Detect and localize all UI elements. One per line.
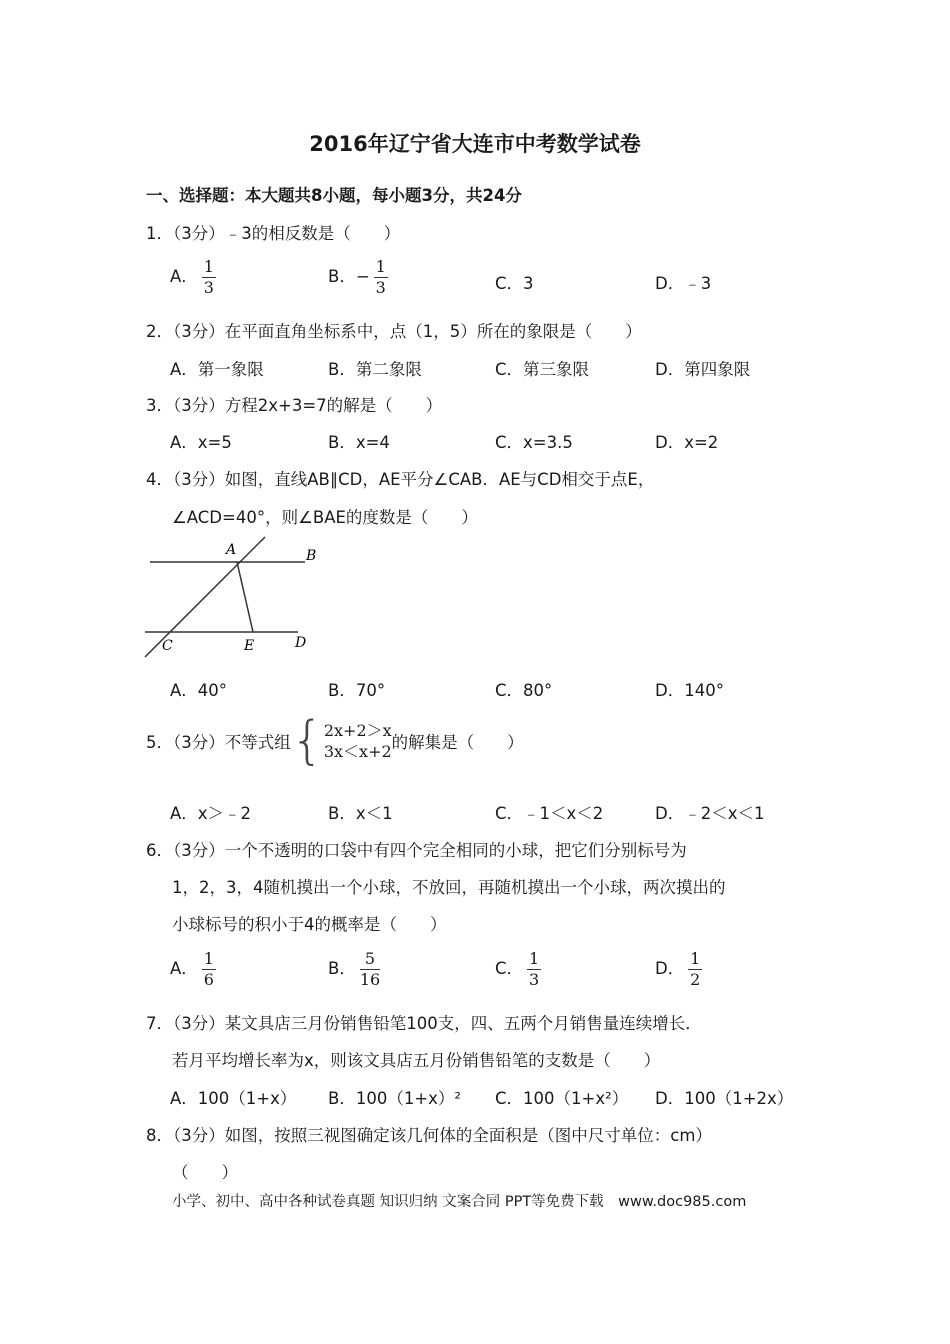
label-e: E — [244, 638, 255, 654]
q1-option-b-label: B． — [328, 267, 356, 286]
q5-stem-post: 的解集是（ ） — [391, 733, 524, 752]
numerator: 1 — [690, 949, 701, 968]
denominator: 2 — [690, 970, 701, 989]
question-7-stem-line2: 若月平均增长率为x，则该文具店五月份销售铅笔的支数是（ ） — [172, 1051, 661, 1070]
q2-option-a: A．第一象限 — [170, 360, 264, 379]
q4-option-a: A．40° — [170, 681, 228, 700]
question-6-stem-line3: 小球标号的积小于4的概率是（ ） — [172, 915, 447, 934]
q4-figure — [140, 532, 340, 662]
q4-option-b: B．70° — [328, 681, 386, 700]
question-7-stem-line1: 7．（3分）某文具店三月份销售铅笔100支，四、五两个月销售量连续增长． — [146, 1014, 702, 1033]
question-2-stem: 2．（3分）在平面直角坐标系中，点（1，5）所在的象限是（ ） — [146, 322, 642, 341]
q3-option-a: A．x=5 — [170, 433, 232, 452]
question-8-stem-line1: 8．（3分）如图，按照三视图确定该几何体的全面积是（图中尺寸单位：cm） — [146, 1126, 712, 1145]
question-4-stem-line1: 4．（3分）如图，直线AB∥CD，AE平分∠CAB．AE与CD相交于点E， — [146, 470, 655, 489]
q6-option-b-fraction — [360, 950, 380, 989]
q6-option-c — [495, 950, 541, 989]
q3-option-d: D．x=2 — [655, 433, 719, 452]
q3-option-c: C．x=3.5 — [495, 433, 573, 452]
q6-option-c-fraction — [527, 950, 541, 989]
question-3-stem: 3．（3分）方程2x+3=7的解是（ ） — [146, 396, 443, 415]
q4-option-c: C．80° — [495, 681, 553, 700]
q6-option-b-label: B． — [328, 959, 356, 978]
inequality-1: 2x+2＞x — [323, 721, 392, 740]
denominator: 3 — [375, 278, 386, 297]
label-d: D — [295, 635, 307, 651]
q3-option-b: B．x=4 — [328, 433, 390, 452]
left-brace-icon: { — [290, 711, 324, 771]
q5-option-b: B．x＜1 — [328, 804, 393, 823]
q7-option-c: C．100（1+x²） — [495, 1089, 629, 1108]
q5-stem-pre: 5．（3分）不等式组 — [146, 733, 291, 752]
section-heading: 一、选择题：本大题共8小题，每小题3分，共24分 — [146, 186, 522, 205]
label-a: A — [226, 542, 237, 558]
q6-option-b — [328, 950, 380, 989]
q6-option-c-label: C． — [495, 959, 524, 978]
label-b: B — [306, 548, 317, 564]
question-6-stem-line1: 6．（3分）一个不透明的口袋中有四个完全相同的小球，把它们分别标号为 — [146, 841, 687, 860]
numerator: 1 — [203, 257, 214, 276]
question-5-stem — [146, 711, 524, 771]
q7-option-b: B．100（1+x）² — [328, 1089, 462, 1108]
q6-option-d — [655, 950, 702, 989]
q1-option-c: C．3 — [495, 274, 534, 293]
q6-option-a-label: A． — [170, 959, 198, 978]
numerator: 1 — [375, 257, 386, 276]
question-6-stem-line2: 1，2，3，4随机摸出一个小球，不放回，再随机摸出一个小球，两次摸出的 — [172, 878, 726, 897]
q7-option-d: D．100（1+2x） — [655, 1089, 794, 1108]
question-4-stem-line2: ∠ACD=40°，则∠BAE的度数是（ ） — [172, 508, 478, 527]
label-c: C — [162, 638, 173, 654]
q6-option-d-fraction — [688, 950, 702, 989]
numerator: 5 — [364, 949, 376, 968]
q6-option-a-fraction — [202, 950, 216, 989]
denominator: 16 — [359, 970, 381, 989]
question-1-stem: 1．（3分）﹣3的相反数是（ ） — [146, 224, 401, 243]
q5-option-d: D．﹣2＜x＜1 — [655, 804, 765, 823]
q5-option-a: A．x＞﹣2 — [170, 804, 252, 823]
page-title: 2016年辽宁省大连市中考数学试卷 — [309, 132, 641, 156]
question-8-stem-line2: （ ） — [172, 1163, 238, 1182]
numerator: 1 — [203, 949, 214, 968]
q7-option-a: A．100（1+x） — [170, 1089, 297, 1108]
q1-option-b-fraction — [374, 258, 388, 297]
q6-option-a — [170, 950, 216, 989]
line-ae — [237, 562, 253, 632]
denominator: 3 — [203, 278, 214, 297]
q1-option-d: D．﹣3 — [655, 274, 712, 293]
q5-option-c: C．﹣1＜x＜2 — [495, 804, 604, 823]
q2-option-c: C．第三象限 — [495, 360, 590, 379]
q1-option-b — [328, 258, 388, 297]
q1-option-a-label: A． — [170, 267, 198, 286]
q1-option-b-sign: − — [355, 267, 370, 286]
footer-watermark: 小学、初中、高中各种试卷真题 知识归纳 文案合同 PPT等免费下载 www.doc985.com — [172, 1194, 747, 1210]
denominator: 3 — [528, 970, 540, 989]
inequality-2: 3x＜x+2 — [323, 742, 392, 761]
q4-option-d: D．140° — [655, 681, 724, 700]
q2-option-d: D．第四象限 — [655, 360, 751, 379]
denominator: 6 — [203, 970, 214, 989]
inequality-system — [324, 720, 392, 762]
numerator: 1 — [528, 949, 540, 968]
q1-option-a — [170, 258, 216, 297]
q1-option-a-fraction — [202, 258, 216, 297]
q2-option-b: B．第二象限 — [328, 360, 422, 379]
q6-option-d-label: D． — [655, 959, 685, 978]
